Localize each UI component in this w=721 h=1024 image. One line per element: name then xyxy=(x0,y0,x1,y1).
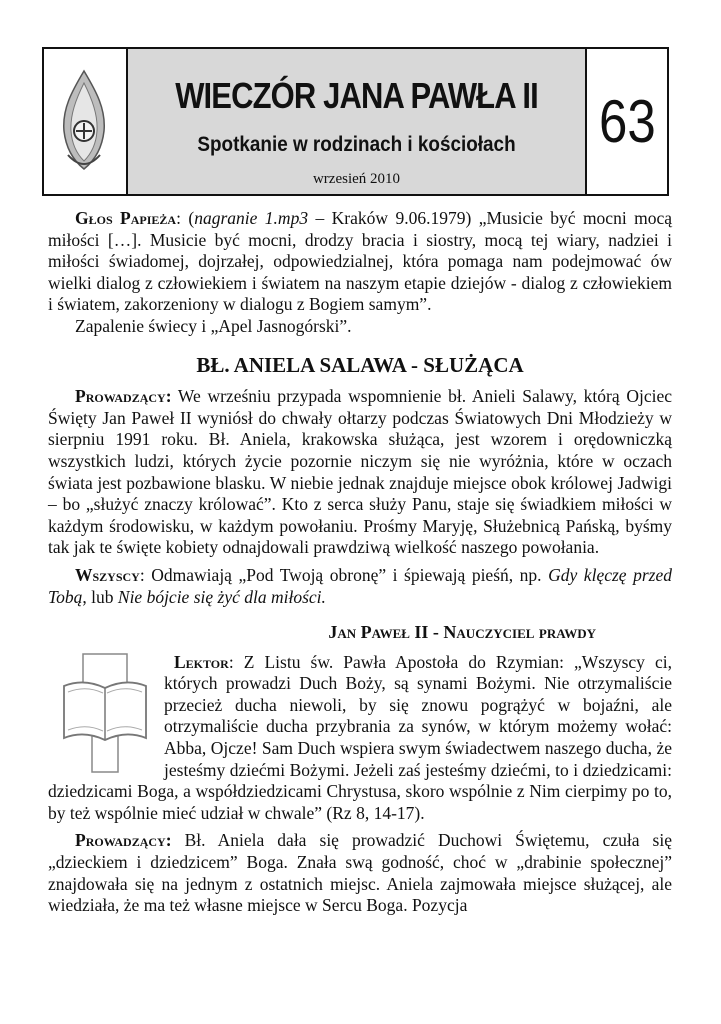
candle-flame-cross-icon xyxy=(54,69,114,175)
leader-paragraph-2: Prowadzący: Bł. Aniela dała się prowadzić Duchowi Świętemu, czuła się „dzieckiem i dziedzicem” Boga. Znała swą godność, choć w „drabinie społecznej” znajdowała się na jednym z ostatnich miejsc. Aniela zajmowała miejsce służącej, ale wiedziała, że ma też własne miejsce w Sercu Boga. Pozycja xyxy=(48,830,672,916)
page-title: WIECZÓR JANA PAWŁA II xyxy=(175,75,538,116)
book-icon-container xyxy=(60,652,156,776)
lector-label: Lektor xyxy=(174,651,229,672)
song-title-1: Gdy klęczę przed Tobą xyxy=(48,564,672,607)
leader-label: Prowadzący: xyxy=(75,386,172,407)
song-title-2: Nie bójcie się żyć dla miłości. xyxy=(117,586,326,607)
all-paragraph: Wszyscy: Odmawiają „Pod Twoją obronę” i śpiewają pieśń, np. Gdy klęczę przed Tobą, lub Nie bójcie się żyć dla miłości. xyxy=(48,564,672,607)
issue-number-cell xyxy=(587,49,667,194)
lector-paragraph: Lektor: Z Listu św. Pawła Apostoła do Rzymian: „Wszyscy ci, których prowadzi Duch Boży, są synami Bożymi. Nie otrzymaliście przecież ducha niewoli, by się znowu pogrążyć w bojaźni, ale otrzymaliście ducha przybrania za synów, w którym możemy wołać: Abba, Ojcze! Sam Duch wspiera swym świadectwem naszego ducha, że jesteśmy dziećmi Bożymi. Jeżeli zaś jesteśmy dziećmi, to i dziedzicami: dziedzicami Boga, a współdziedzicami Chrystusa, skoro wspólnie z Nim cierpimy po to, by też wspólnie mieć udział w chwale” (Rz 8, 14-17). xyxy=(48,651,672,823)
page-subtitle: Spotkanie w rodzinach i kościołach xyxy=(197,133,516,156)
issue-date: wrzesień 2010 xyxy=(312,171,401,187)
section-heading-teacher: Jan Paweł II - Nauczyciel prawdy xyxy=(328,622,596,643)
issue-number: 63 xyxy=(598,88,656,155)
logo-cell xyxy=(44,49,128,194)
pope-voice-label: Głos Papieża xyxy=(75,208,177,228)
title-cell xyxy=(128,49,587,194)
candle-line: Zapalenie świecy i „Apel Jasnogórski”. xyxy=(75,315,352,336)
open-book-icon xyxy=(60,652,150,774)
leader-paragraph-1: Prowadzący: We wrześniu przypada wspomnienie bł. Anieli Salawy, którą Ojciec Święty Jan Paweł II wyniósł do chwały ołtarzy podczas Światowych Dni Młodzieży w sierpniu 1991 roku. Bł. Aniela, krakowska służąca, jest wzorem i orędowniczką wszystkich ludzi, których życie pozornie niczym się nie wyróżnia, które w oczach świata jest pozbawione blasku. W niebie jednak znajduje miejsce obok królowej Jadwigi – bo „służyć znaczy królować”. Kto z serca służy Panu, staje się świadkiem miłości w każdym środowisku, w każdym powołaniu. Prośmy Maryję, Służebnicą Pańską, byśmy tak jak te święte kobiety odnajdowali prawdziwą wielkość naszego powołania. xyxy=(48,386,672,558)
pope-voice-paragraph: Głos Papieża: (nagranie 1.mp3 – Kraków 9.06.1979) „Musicie być mocni mocą miłości […]. Musicie być mocni, drodzy bracia i siostry, mocą tej wiary, nadziei i miłości świadomej, dojrzałej, odpowiedzialnej, która pomaga nam podejmować ów wielki dialog z człowiekiem i światem na naszym etapie dziejów - dialog z człowiekiem i światem, zakorzeniony w dialogu z Bogiem samym”. xyxy=(48,208,672,315)
section-heading-salawa: BŁ. ANIELA SALAWA - SŁUŻĄCA xyxy=(196,352,524,377)
document-body xyxy=(48,208,672,917)
header-box xyxy=(42,47,669,196)
leader-label-2: Prowadzący: xyxy=(75,830,172,851)
all-label: Wszyscy xyxy=(75,564,140,585)
recording-ref: nagranie 1.mp3 xyxy=(194,208,309,228)
